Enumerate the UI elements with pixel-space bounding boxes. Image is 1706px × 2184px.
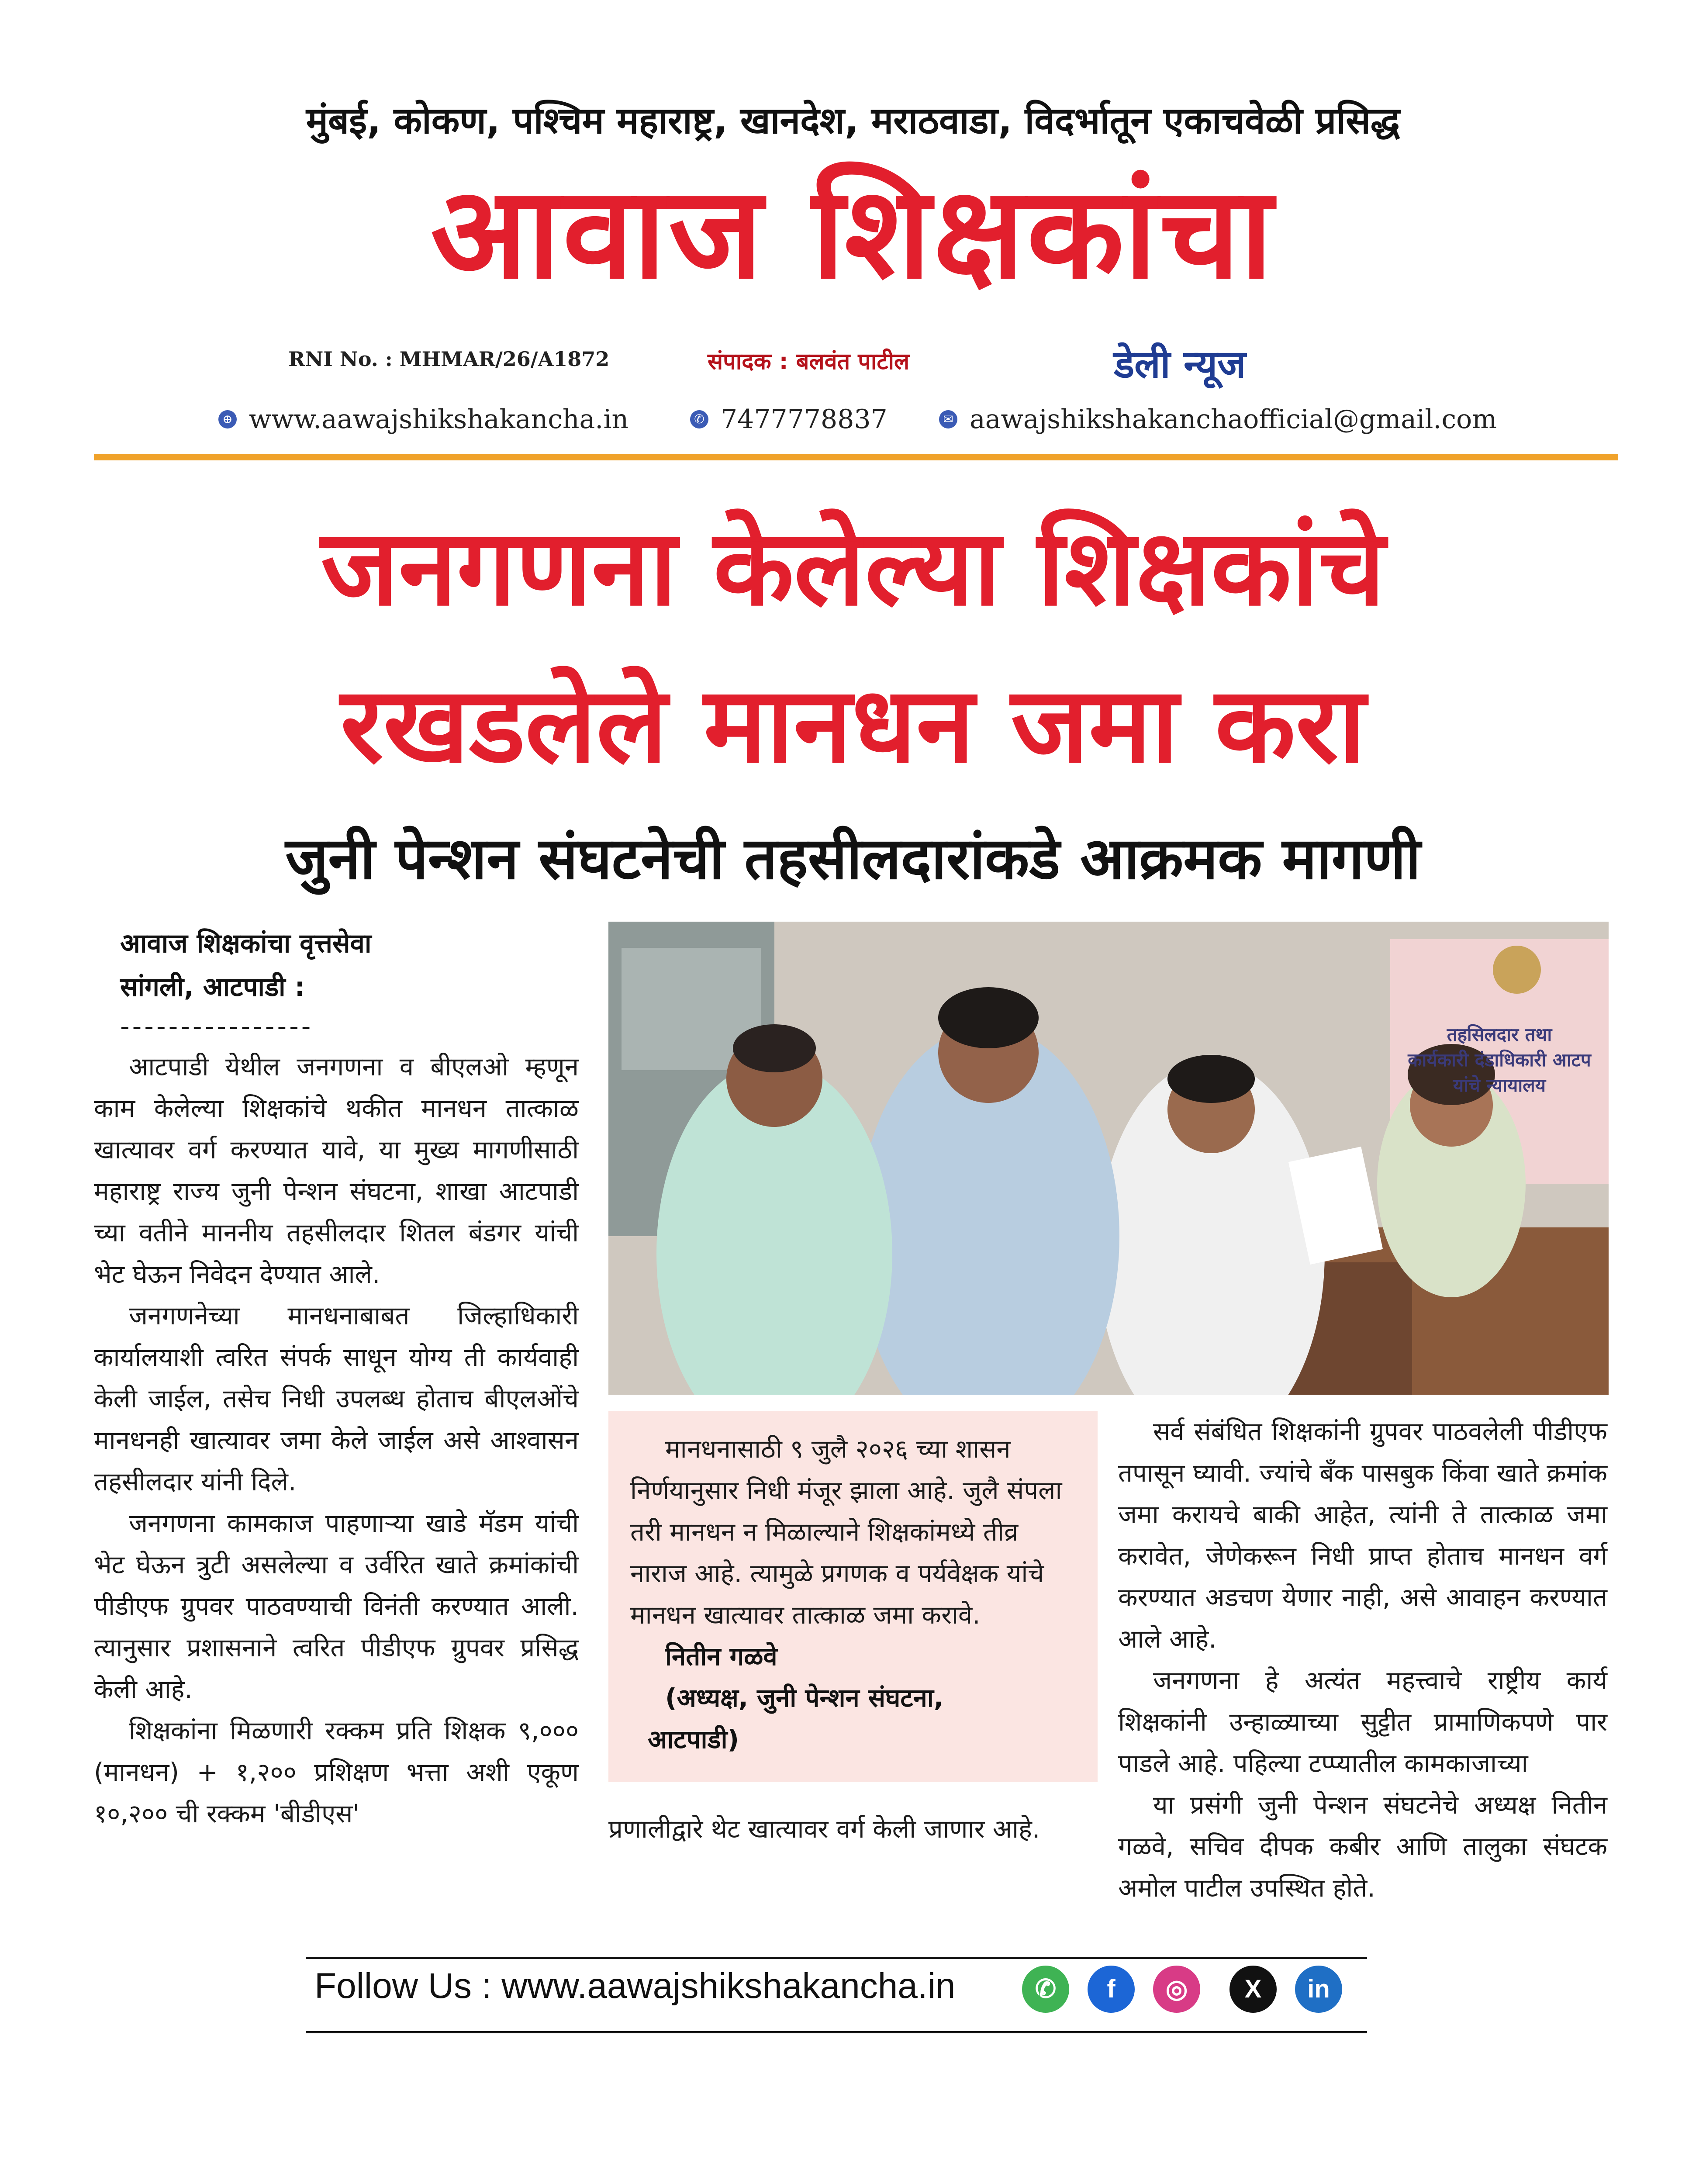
masthead-title: आवाज शिक्षकांचा bbox=[430, 160, 1276, 307]
website-text: www.aawajshikshakancha.in bbox=[249, 404, 629, 435]
subheadline: जुनी पेन्शन संघटनेची तहसीलदारांकडे आक्रमक मागणी bbox=[285, 825, 1421, 892]
byline bbox=[120, 922, 371, 1009]
quote-author-title-2: आटपाडी) bbox=[648, 1724, 739, 1754]
office-sign-line: यांचे न्यायालय bbox=[1453, 1075, 1546, 1096]
contact-phone[interactable] bbox=[690, 404, 888, 435]
paragraph: प्रणालीद्वारे थेट खात्यावर वर्ग केली जाणार आहे. bbox=[608, 1814, 1040, 1844]
paragraph: जनगणनेच्या मानधनाबाबत जिल्हाधिकारी कार्यालयाशी त्वरित संपर्क साधून योग्य ती कार्यवाही केली जाईल, तसेच निधी उपलब्ध होताच बीएलओंचे मानधनही खात्यावर जमा केले जाईल असे आश्वासन तहसीलदार यांनी दिले. bbox=[94, 1301, 579, 1496]
paragraph: जनगणना कामकाज पाहणाऱ्या खाडे मॅडम यांची भेट घेऊन त्रुटी असलेल्या व उर्वरित खाते क्रमांकांची पीडीएफ ग्रुपवर पाठवण्याची विनंती करण्यात आली. त्यानुसार प्रशासनाने त्वरित पीडीएफ ग्रुपवर प्रसिद्ध केली आहे. bbox=[94, 1508, 579, 1704]
right-column bbox=[1118, 1411, 1607, 1909]
editor-credit: संपादक : बलवंत पाटील bbox=[708, 349, 910, 375]
headline-line-2: रखडलेले मानधन जमा करा bbox=[340, 664, 1366, 786]
office-sign-line: तहसिलदार तथा bbox=[1447, 1024, 1552, 1045]
news-photo bbox=[608, 922, 1609, 1395]
paragraph: जनगणना हे अत्यंत महत्त्वाचे राष्ट्रीय कार्य शिक्षकांनी उन्हाळ्याच्या सुट्टीत प्रामाणिकपणे पार पाडले आहे. पहिल्या टप्प्यातील कामकाजाच्या bbox=[1118, 1666, 1607, 1778]
facebook-icon[interactable]: f bbox=[1088, 1966, 1135, 2013]
paragraph: शिक्षकांना मिळणारी रक्कम प्रति शिक्षक ९,००० (मानधन) + १,२०० प्रशिक्षण भत्ता अशी एकूण १०,२०० ची रक्कम 'बीडीएस' bbox=[94, 1716, 579, 1828]
paragraph: सर्व संबंधित शिक्षकांनी ग्रुपवर पाठवलेली पीडीएफ तपासून घ्यावी. ज्यांचे बँक पासबुक किंवा खाते क्रमांक जमा करायचे बाकी आहेत, त्यांनी ते तात्काळ जमा करावेत, जेणेकरून निधी प्राप्त होताच मानधन वर्ग करण्यात अडचण येणार नाही, असे आवाहन करण्यात आले आहे. bbox=[1118, 1417, 1607, 1654]
quote-author-name: नितीन गळवे bbox=[665, 1641, 777, 1671]
whatsapp-icon[interactable]: ✆ bbox=[1022, 1966, 1069, 2013]
photo-illustration bbox=[608, 922, 1609, 1395]
office-sign-line: कार्यकारी दंडाधिकारी आटप bbox=[1408, 1049, 1591, 1071]
middle-continuation bbox=[608, 1808, 1098, 1850]
instagram-icon[interactable]: ◎ bbox=[1153, 1966, 1200, 2013]
byline-agency: आवाज शिक्षकांचा वृत्तसेवा bbox=[120, 928, 372, 959]
office-sign bbox=[1395, 1022, 1604, 1098]
email-text: aawajshikshakanchaofficial@gmail.com bbox=[970, 404, 1497, 435]
quote-box bbox=[608, 1411, 1098, 1782]
contact-website[interactable] bbox=[218, 404, 629, 435]
left-column bbox=[94, 1046, 579, 1835]
mail-icon: ✉ bbox=[939, 410, 957, 429]
footer-top-rule bbox=[306, 1957, 1367, 1959]
follow-us[interactable]: Follow Us : www.aawajshikshakancha.in bbox=[314, 1966, 956, 2006]
header-divider bbox=[94, 454, 1618, 460]
paragraph: आटपाडी येथील जनगणना व बीएलओ म्हणून काम केलेल्या शिक्षकांचे थकीत मानधन तात्काळ खात्यावर वर्ग करण्यात यावे, या मुख्य मागणीसाठी महाराष्ट्र राज्य जुनी पेन्शन संघटना, शाखा आटपाडी च्या वतीने माननीय तहसीलदार शितल बंडगर यांची भेट घेऊन निवेदन देण्यात आले. bbox=[94, 1052, 579, 1289]
daily-news-label: डेली न्यूज bbox=[1114, 342, 1246, 387]
phone-icon: ✆ bbox=[690, 410, 708, 429]
paragraph: या प्रसंगी जुनी पेन्शन संघटनेचे अध्यक्ष नितीन गळवे, सचिव दीपक कबीर आणि तालुका संघटक अमोल पाटील उपस्थित होते. bbox=[1118, 1790, 1607, 1903]
x-icon[interactable]: X bbox=[1229, 1966, 1277, 2013]
byline-location: सांगली, आटपाडी : bbox=[120, 972, 305, 1002]
tagline: मुंबई, कोकण, पश्चिम महाराष्ट्र, खानदेश, मराठवाडा, विदर्भातून एकाचवेळी प्रसिद्ध bbox=[306, 99, 1400, 142]
phone-text: 7477778837 bbox=[721, 404, 888, 435]
quote-body: मानधनासाठी ९ जुलै २०२६ च्या शासन निर्णयानुसार निधी मंजूर झाला आहे. जुलै संपला तरी मानधन न मिळाल्याने शिक्षकांमध्ये तीव्र नाराज आहे. त्यामुळे प्रगणक व पर्यवेक्षक यांचे मानधन खात्यावर तात्काळ जमा करावे. bbox=[630, 1434, 1062, 1630]
headline-line-1: जनगणना केलेल्या शिक्षकांचे bbox=[321, 507, 1385, 629]
footer-bottom-rule bbox=[306, 2031, 1367, 2033]
globe-icon: ⊕ bbox=[218, 410, 237, 429]
quote-author-title: (अध्यक्ष, जुनी पेन्शन संघटना, bbox=[665, 1683, 943, 1713]
linkedin-icon[interactable]: in bbox=[1295, 1966, 1342, 2013]
contact-email[interactable] bbox=[939, 404, 1497, 435]
byline-separator: ---------------- bbox=[120, 1011, 314, 1042]
rni-number: RNI No. : MHMAR/26/A1872 bbox=[288, 347, 610, 371]
